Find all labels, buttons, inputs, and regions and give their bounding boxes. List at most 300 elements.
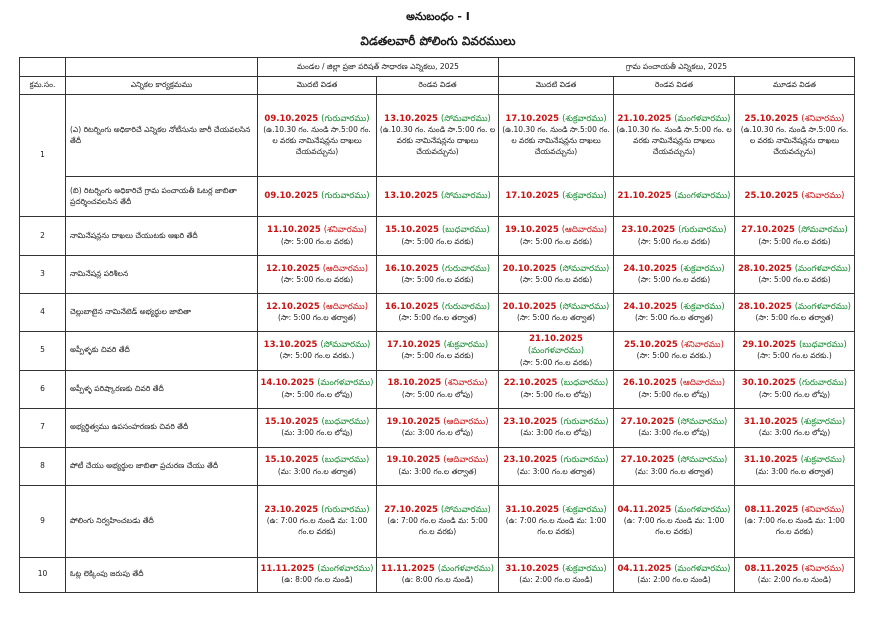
event-description: పోలింగు నిర్వహించబడు తేదీ xyxy=(66,485,258,557)
schedule-cell xyxy=(735,447,855,485)
date-value: 25.10.2025 xyxy=(744,191,799,202)
date-line xyxy=(737,504,852,516)
schedule-cell xyxy=(258,408,377,447)
time-detail: (ఉ.10.30 గం. నుండి సా.5:00 గం. ల వరకు నామినేషన్లను దాఖలు చేయవచ్చును) xyxy=(502,125,610,157)
time-detail: (ఉ.10.30 గం. నుండి సా.5:00 గం. ల వరకు నామినేషన్లను దాఖలు చేయవచ్చును) xyxy=(740,125,849,157)
weekday-label: (శుక్రవారము) xyxy=(443,340,489,351)
weekday-label: (ఆదివారము) xyxy=(443,416,489,427)
date-value: 12.10.2025 xyxy=(265,263,320,274)
time-detail: (మ: 3:00 గం.ల లోపు) xyxy=(520,428,592,438)
date-line xyxy=(379,339,496,351)
header-blank xyxy=(20,58,66,77)
table-row xyxy=(20,370,855,408)
date-line xyxy=(616,113,732,125)
date-line xyxy=(737,301,852,313)
event-description: అభ్యర్థిత్వము ఉపసంహరణకు చివరి తేదీ xyxy=(66,408,258,447)
date-value: 27.10.2025 xyxy=(620,455,675,466)
schedule-cell xyxy=(614,256,735,294)
date-line xyxy=(616,339,732,351)
date-value: 15.10.2025 xyxy=(385,225,439,236)
table-row xyxy=(20,256,855,294)
schedule-cell xyxy=(614,485,735,557)
date-value: 27.10.2025 xyxy=(384,504,438,515)
schedule-cell xyxy=(614,294,735,332)
schedule-cell xyxy=(377,557,499,592)
date-line xyxy=(737,416,852,428)
schedule-cell xyxy=(614,177,735,217)
date-line xyxy=(616,377,732,389)
schedule-cell xyxy=(499,177,614,217)
column-header-phase: రెండవ విడత xyxy=(377,77,499,95)
date-line xyxy=(501,263,611,275)
time-detail: (మ: 2:00 గం.ల నుండి) xyxy=(519,575,593,585)
column-header-phase: మొదటి విడత xyxy=(499,77,614,95)
time-detail: (ఉ.10.30 గం. నుండి సా.5:00 గం. ల వరకు నామినేషన్లను దాఖలు చేయవచ్చును) xyxy=(379,125,496,157)
weekday-label: (శుక్రవారము) xyxy=(562,504,607,515)
time-detail: (సా: 5:00 గం.ల వరకు) xyxy=(637,275,711,285)
time-detail: (మ: 2:00 గం.ల నుండి) xyxy=(757,575,832,585)
schedule-cell xyxy=(499,256,614,294)
schedule-cell xyxy=(258,485,377,557)
time-detail: (సా: 5:00 గం.ల వరకు) xyxy=(519,357,593,367)
time-detail: (మ: 3:00 గం.ల తర్వాత) xyxy=(277,466,357,476)
time-detail: (సా: 5:00 గం.ల వరకు) xyxy=(519,275,593,285)
date-value: 25.10.2025 xyxy=(744,114,799,125)
weekday-label: (బుధవారము) xyxy=(441,225,490,236)
serial-number: 9 xyxy=(20,485,66,557)
schedule-cell xyxy=(377,485,499,557)
polling-schedule-table xyxy=(19,57,855,593)
time-detail: (మ: 2:00 గం.ల నుండి) xyxy=(637,575,711,585)
schedule-cell xyxy=(258,95,377,177)
column-header-event: ఎన్నికల కార్యక్రమము xyxy=(66,77,258,95)
schedule-cell xyxy=(377,177,499,217)
date-line xyxy=(260,339,374,351)
weekday-label: (గురువారము) xyxy=(678,225,727,236)
time-detail: (సా: 5:00 గం.ల లోపు) xyxy=(401,389,474,399)
date-value: 24.10.2025 xyxy=(623,301,678,312)
date-line xyxy=(616,563,732,575)
date-line xyxy=(260,113,374,125)
time-detail: (ఉ.10.30 గం. నుండి సా.5:00 గం. ల వరకు నామినేషన్లను దాఖలు చేయవచ్చును) xyxy=(263,125,371,157)
date-line xyxy=(379,224,496,236)
date-line xyxy=(379,113,496,125)
weekday-label: (గురువారము) xyxy=(321,114,370,125)
time-detail: (సా: 5:00 గం.ల తర్వాత) xyxy=(634,313,714,323)
date-line xyxy=(501,113,611,125)
schedule-cell xyxy=(735,217,855,256)
date-line xyxy=(260,377,374,389)
time-detail: (సా: 5:00 గం.ల తర్వాత) xyxy=(516,313,596,323)
annexure-title: అనుబంధం - I xyxy=(406,10,470,23)
time-detail: (ఉ: 8:00 గం.ల నుండి) xyxy=(281,575,353,585)
schedule-cell xyxy=(499,332,614,371)
schedule-cell xyxy=(499,447,614,485)
time-detail: (మ: 3:00 గం.ల లోపు) xyxy=(638,428,710,438)
date-value: 15.10.2025 xyxy=(264,416,319,427)
table-row xyxy=(20,177,855,217)
table-row xyxy=(20,294,855,332)
serial-number: 2 xyxy=(20,217,66,256)
date-value: 17.10.2025 xyxy=(386,340,441,351)
weekday-label: (గురువారము) xyxy=(560,455,609,466)
time-detail: (సా: 5:00 గం.ల వరకు.) xyxy=(279,351,355,361)
schedule-cell xyxy=(735,370,855,408)
weekday-label: (ఆదివారము) xyxy=(322,263,369,274)
weekday-label: (సోమవారము) xyxy=(677,455,728,466)
event-description: నామినేషన్లను దాఖలు చేయుటకు ఆఖరి తేదీ xyxy=(66,217,258,256)
date-line xyxy=(501,224,611,236)
date-value: 15.10.2025 xyxy=(264,455,319,466)
date-value: 20.10.2025 xyxy=(502,301,557,312)
schedule-cell xyxy=(614,217,735,256)
page-subtitle: విడతలవారీ పోలింగు వివరములు xyxy=(360,34,516,48)
serial-number: 5 xyxy=(20,332,66,371)
schedule-cell xyxy=(499,217,614,256)
table-row xyxy=(20,557,855,592)
weekday-label: (సోమవారము) xyxy=(440,504,491,515)
event-description: (బి) రిటర్నింగు అధికారిచే గ్రామ పంచాయతీ ఓటర్ల జాబితా ప్రదర్శించవలసిన తేదీ xyxy=(66,177,258,217)
schedule-cell xyxy=(614,95,735,177)
serial-number: 3 xyxy=(20,256,66,294)
date-value: 21.10.2025 xyxy=(617,191,672,202)
event-description: అప్పీళ్ళ పరిష్కారణకు చివరి తేదీ xyxy=(66,370,258,408)
date-line xyxy=(379,301,496,313)
weekday-label: (సోమవారము) xyxy=(320,340,371,351)
schedule-cell xyxy=(614,408,735,447)
schedule-cell xyxy=(499,408,614,447)
date-line xyxy=(616,504,732,516)
table-row xyxy=(20,95,855,177)
schedule-cell xyxy=(258,256,377,294)
schedule-cell xyxy=(258,332,377,371)
weekday-label: (శుక్రవారము) xyxy=(800,416,846,427)
time-detail: (సా: 5:00 గం.ల వరకు) xyxy=(637,236,711,246)
schedule-cell xyxy=(735,294,855,332)
date-value: 18.10.2025 xyxy=(387,378,442,389)
table-row xyxy=(20,332,855,371)
date-line xyxy=(260,190,374,202)
weekday-label: (మంగళవారము) xyxy=(794,301,851,312)
date-line xyxy=(260,224,374,236)
weekday-label: (ఆదివారము) xyxy=(561,225,608,236)
date-line xyxy=(737,263,852,275)
date-value: 23.10.2025 xyxy=(503,416,558,427)
time-detail: (మ: 3:00 గం.ల లోపు) xyxy=(401,428,474,438)
date-line xyxy=(616,190,732,202)
date-line xyxy=(501,333,611,358)
weekday-label: (శనివారము) xyxy=(444,378,488,389)
time-detail: (సా: 5:00 గం.ల వరకు) xyxy=(758,236,831,246)
time-detail: (మ: 3:00 గం.ల తర్వాత) xyxy=(634,466,714,476)
weekday-label: (గురువారము) xyxy=(798,378,848,389)
date-line xyxy=(616,416,732,428)
time-detail: (మ: 3:00 గం.ల తర్వాత) xyxy=(755,466,834,476)
time-detail: (సా: 5:00 గం.ల వరకు) xyxy=(519,236,593,246)
date-line xyxy=(379,190,496,202)
weekday-label: (గురువారము) xyxy=(321,191,370,202)
date-value: 19.10.2025 xyxy=(386,416,441,427)
date-value: 13.10.2025 xyxy=(263,340,318,351)
date-line xyxy=(501,416,611,428)
time-detail: (సా: 5:00 గం.ల వరకు) xyxy=(401,236,474,246)
schedule-cell xyxy=(377,370,499,408)
time-detail: (సా: 5:00 గం.ల వరకు) xyxy=(401,275,474,285)
date-line xyxy=(379,377,496,389)
date-value: 12.10.2025 xyxy=(265,301,320,312)
date-line xyxy=(616,454,732,466)
time-detail: (సా: 5:00 గం.ల వరకు.) xyxy=(757,351,832,361)
time-detail: (ఉ: 7:00 గం.ల నుండి మ: 1:00 గం.ల వరకు) xyxy=(623,516,725,537)
date-line xyxy=(501,190,611,202)
time-detail: (సా: 5:00 గం.ల వరకు) xyxy=(758,275,831,285)
date-line xyxy=(379,504,496,516)
date-value: 31.10.2025 xyxy=(743,455,798,466)
date-value: 09.10.2025 xyxy=(264,191,319,202)
weekday-label: (శుక్రవారము) xyxy=(562,114,607,125)
date-line xyxy=(501,377,611,389)
date-value: 31.10.2025 xyxy=(505,563,560,574)
date-line xyxy=(260,301,374,313)
date-value: 31.10.2025 xyxy=(743,416,798,427)
event-description: పోటీ చేయు అభ్యర్థుల జాబితా ప్రచురణ చేయు తేదీ xyxy=(66,447,258,485)
schedule-cell xyxy=(735,332,855,371)
schedule-cell xyxy=(735,256,855,294)
date-line xyxy=(260,563,374,575)
header-blank xyxy=(66,58,258,77)
date-line xyxy=(737,339,852,351)
date-value: 24.10.2025 xyxy=(623,263,678,274)
schedule-cell xyxy=(377,332,499,371)
weekday-label: (సోమవారము) xyxy=(559,263,610,274)
weekday-label: (మంగళవారము) xyxy=(317,378,374,389)
date-value: 09.10.2025 xyxy=(264,114,319,125)
date-value: 22.10.2025 xyxy=(503,378,558,389)
date-value: 04.11.2025 xyxy=(617,563,672,574)
time-detail: (సా: 5:00 గం.ల వరకు) xyxy=(401,351,474,361)
weekday-label: (శనివారము) xyxy=(801,191,845,202)
schedule-cell xyxy=(258,217,377,256)
date-value: 30.10.2025 xyxy=(741,378,796,389)
weekday-label: (శుక్రవారము) xyxy=(800,455,846,466)
date-line xyxy=(260,263,374,275)
schedule-cell xyxy=(258,447,377,485)
weekday-label: (ఆదివారము) xyxy=(679,378,726,389)
weekday-label: (మంగళవారము) xyxy=(527,346,585,357)
weekday-label: (శుక్రవారము) xyxy=(562,563,607,574)
date-value: 11.10.2025 xyxy=(267,225,321,236)
weekday-label: (శుక్రవారము) xyxy=(562,191,607,202)
time-detail: (ఉ: 8:00 గం.ల నుండి) xyxy=(401,575,474,585)
schedule-cell xyxy=(614,332,735,371)
weekday-label: (మంగళవారము) xyxy=(317,563,374,574)
date-value: 13.10.2025 xyxy=(384,114,438,125)
weekday-label: (ఆదివారము) xyxy=(443,455,489,466)
date-line xyxy=(379,416,496,428)
date-value: 27.10.2025 xyxy=(741,225,795,236)
table-body xyxy=(20,95,855,593)
date-line xyxy=(737,224,852,236)
date-line xyxy=(379,454,496,466)
schedule-cell xyxy=(735,557,855,592)
time-detail: (సా: 5:00 గం.ల లోపు) xyxy=(281,389,353,399)
weekday-label: (మంగళవారము) xyxy=(674,504,731,515)
weekday-label: (సోమవారము) xyxy=(677,416,728,427)
date-value: 14.10.2025 xyxy=(260,378,315,389)
schedule-cell xyxy=(377,95,499,177)
schedule-cell xyxy=(614,370,735,408)
date-value: 28.10.2025 xyxy=(737,301,792,312)
date-value: 31.10.2025 xyxy=(505,504,560,515)
time-detail: (ఉ: 7:00 గం.ల నుండి మ: 1:00 గం.ల వరకు) xyxy=(505,516,607,537)
date-line xyxy=(616,224,732,236)
table-row xyxy=(20,447,855,485)
date-line xyxy=(737,113,852,125)
schedule-cell xyxy=(377,408,499,447)
date-line xyxy=(260,504,374,516)
time-detail: (సా: 5:00 గం.ల లోపు) xyxy=(758,389,831,399)
date-line xyxy=(737,563,852,575)
time-detail: (సా: 5:00 గం.ల వరకు.) xyxy=(636,351,712,361)
schedule-cell xyxy=(258,294,377,332)
weekday-label: (బుధవారము) xyxy=(560,378,609,389)
date-value: 17.10.2025 xyxy=(505,191,560,202)
date-line xyxy=(501,454,611,466)
weekday-label: (గురువారము) xyxy=(441,263,491,274)
schedule-cell xyxy=(499,370,614,408)
date-line xyxy=(379,263,496,275)
column-header-phase: మొదటి విడత xyxy=(258,77,377,95)
date-value: 29.10.2025 xyxy=(742,340,796,351)
date-value: 28.10.2025 xyxy=(737,263,792,274)
time-detail: (మ: 3:00 గం.ల లోపు) xyxy=(281,428,353,438)
weekday-label: (శుక్రవారము) xyxy=(680,301,725,312)
date-line xyxy=(616,263,732,275)
time-detail: (ఉ.10.30 గం. నుండి సా.5:00 గం. ల వరకు నామినేషన్లను దాఖలు చేయవచ్చును) xyxy=(616,125,732,157)
date-value: 11.11.2025 xyxy=(380,563,435,574)
weekday-label: (మంగళవారము) xyxy=(437,563,494,574)
date-line xyxy=(616,301,732,313)
weekday-label: (బుధవారము) xyxy=(798,340,847,351)
date-value: 11.11.2025 xyxy=(260,563,315,574)
serial-number: 10 xyxy=(20,557,66,592)
date-value: 16.10.2025 xyxy=(384,263,439,274)
column-header-sno: క్రమ.సం. xyxy=(20,77,66,95)
weekday-label: (శనివారము) xyxy=(680,340,724,351)
schedule-cell xyxy=(735,485,855,557)
weekday-label: (గురువారము) xyxy=(560,416,609,427)
date-value: 21.10.2025 xyxy=(617,114,672,125)
date-line xyxy=(260,454,374,466)
schedule-cell xyxy=(258,177,377,217)
schedule-cell xyxy=(735,177,855,217)
weekday-label: (శనివారము) xyxy=(323,225,367,236)
weekday-label: (సోమవారము) xyxy=(440,191,491,202)
time-detail: (సా: 5:00 గం.ల వరకు) xyxy=(280,275,354,285)
weekday-label: (గురువారము) xyxy=(441,301,491,312)
date-line xyxy=(737,190,852,202)
column-header-phase: మూడవ విడత xyxy=(735,77,855,95)
date-line xyxy=(501,301,611,313)
serial-number: 6 xyxy=(20,370,66,408)
schedule-cell xyxy=(614,447,735,485)
time-detail: (సా: 5:00 గం.ల లోపు) xyxy=(520,389,592,399)
date-line xyxy=(737,377,852,389)
table-row xyxy=(20,408,855,447)
event-description: అప్పీళ్ళకు చివరి తేదీ xyxy=(66,332,258,371)
group-header-mptc: మండల / జిల్లా ప్రజా పరిషత్ సాధారణ ఎన్నికలు, 2025 xyxy=(258,58,499,77)
date-value: 13.10.2025 xyxy=(384,191,438,202)
time-detail: (ఉ: 7:00 గం.ల నుండి మ: 1:00 గం.ల వరకు) xyxy=(266,516,368,537)
schedule-cell xyxy=(499,557,614,592)
schedule-cell xyxy=(735,408,855,447)
date-value: 16.10.2025 xyxy=(384,301,439,312)
date-value: 23.10.2025 xyxy=(503,455,558,466)
serial-number: 1 xyxy=(20,95,66,217)
time-detail: (సా: 5:00 గం.ల తర్వాత) xyxy=(398,313,477,323)
time-detail: (సా: 5:00 గం.ల తర్వాత) xyxy=(755,313,834,323)
date-line xyxy=(501,504,611,516)
event-description: ఓట్ల లెక్కింపు జరుపు తేదీ xyxy=(66,557,258,592)
weekday-label: (బుధవారము) xyxy=(321,416,370,427)
time-detail: (మ: 3:00 గం.ల తర్వాత) xyxy=(516,466,596,476)
weekday-label: (మంగళవారము) xyxy=(794,263,851,274)
date-value: 19.10.2025 xyxy=(386,455,441,466)
weekday-label: (శనివారము) xyxy=(801,114,845,125)
table-row xyxy=(20,217,855,256)
schedule-cell xyxy=(377,217,499,256)
schedule-cell xyxy=(258,370,377,408)
event-description: (ఎ) రిటర్నింగు అధికారిచే ఎన్నికల నోటీసును జారీ చేయవలసిన తేదీ xyxy=(66,95,258,177)
date-value: 25.10.2025 xyxy=(624,340,678,351)
weekday-label: (గురువారము) xyxy=(321,504,370,515)
time-detail: (ఉ: 7:00 గం.ల నుండి మ: 5:00 గం.ల వరకు) xyxy=(387,516,488,537)
date-value: 08.11.2025 xyxy=(744,504,799,515)
column-header-phase: రెండవ విడత xyxy=(614,77,735,95)
date-value: 17.10.2025 xyxy=(505,114,560,125)
time-detail: (మ: 3:00 గం.ల తర్వాత) xyxy=(398,466,477,476)
date-value: 21.10.2025 xyxy=(529,334,583,344)
date-value: 27.10.2025 xyxy=(620,416,675,427)
serial-number: 4 xyxy=(20,294,66,332)
weekday-label: (బుధవారము) xyxy=(321,455,370,466)
weekday-label: (శనివారము) xyxy=(801,563,845,574)
schedule-cell xyxy=(377,447,499,485)
weekday-label: (మంగళవారము) xyxy=(674,191,731,202)
date-value: 08.11.2025 xyxy=(744,563,799,574)
serial-number: 8 xyxy=(20,447,66,485)
time-detail: (సా: 5:00 గం.ల లోపు) xyxy=(638,389,710,399)
serial-number: 7 xyxy=(20,408,66,447)
weekday-label: (మంగళవారము) xyxy=(674,563,731,574)
date-value: 26.10.2025 xyxy=(622,378,677,389)
weekday-label: (మంగళవారము) xyxy=(674,114,731,125)
schedule-cell xyxy=(499,95,614,177)
date-value: 19.10.2025 xyxy=(504,225,559,236)
time-detail: (ఉ: 7:00 గం.ల నుండి మ: 1:00 గం.ల వరకు) xyxy=(744,516,845,537)
date-value: 20.10.2025 xyxy=(502,263,557,274)
time-detail: (మ: 3:00 గం.ల లోపు) xyxy=(758,428,831,438)
date-value: 04.11.2025 xyxy=(617,504,672,515)
date-line xyxy=(260,416,374,428)
date-value: 23.10.2025 xyxy=(621,225,676,236)
weekday-label: (సోమవారము) xyxy=(440,114,491,125)
time-detail: (సా: 5:00 గం.ల తర్వాత) xyxy=(277,313,357,323)
weekday-label: (సోమవారము) xyxy=(797,225,848,236)
time-detail: (సా: 5:00 గం.ల వరకు) xyxy=(280,236,354,246)
schedule-cell xyxy=(258,557,377,592)
schedule-cell xyxy=(499,485,614,557)
